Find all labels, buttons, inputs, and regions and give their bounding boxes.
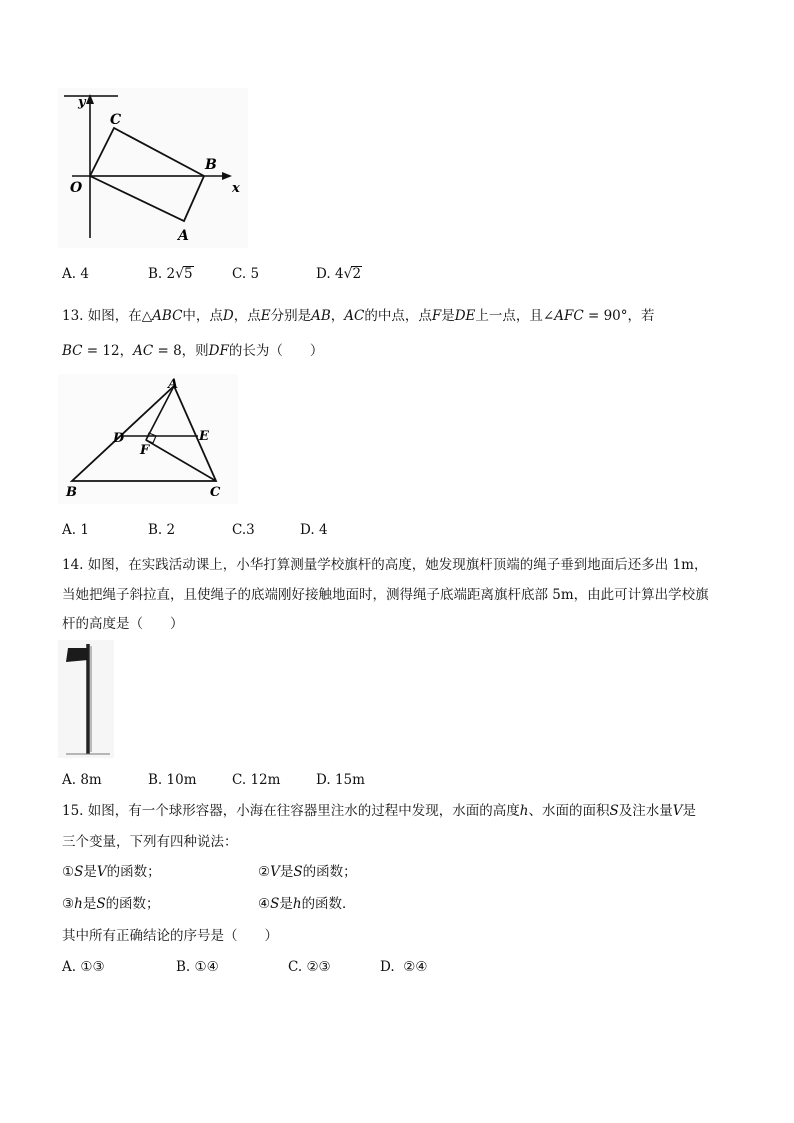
q15-statement-1: ①S是V的函数； xyxy=(62,864,161,880)
label-x: x xyxy=(232,181,240,196)
q12-coordinate-figure xyxy=(58,88,248,248)
q15-question: 其中所有正确结论的序号是（ ） xyxy=(62,928,278,944)
q14-option-c[interactable]: C. 12m xyxy=(232,772,281,788)
q14-option-d[interactable]: D. 15m xyxy=(316,772,365,788)
label-y: y xyxy=(78,95,86,110)
q12-option-a[interactable]: A. 4 xyxy=(62,266,89,282)
q15-option-b[interactable]: B. ①④ xyxy=(176,959,219,975)
q14-line-1: 14. 如图，在实践活动课上，小华打算测量学校旗杆的高度，她发现旗杆顶端的绳子垂到地面后还多出 1m， xyxy=(62,557,708,573)
label-b: B xyxy=(66,485,77,500)
q13-option-a[interactable]: A. 1 xyxy=(62,522,89,538)
flag-icon xyxy=(66,648,88,662)
q15-statement-4: ④S是h的函数． xyxy=(258,896,356,912)
q13-line-1: 13. 如图，在△ABC中，点D，点E分别是AB，AC的中点，点F是DE上一点，且∠AFC = 90°，若 xyxy=(62,308,655,324)
q14-flagpole-figure xyxy=(58,640,114,758)
q15-line-2: 三个变量，下列有四种说法： xyxy=(62,834,238,850)
q15-statement-2: ②V是S的函数； xyxy=(258,864,357,880)
q12-option-c[interactable]: C. 5 xyxy=(232,266,260,282)
q13-triangle-figure xyxy=(58,374,238,504)
q15-line-1: 15. 如图，有一个球形容器，小海在往容器里注水的过程中发现，水面的高度h、水面的面积S及注水量V是 xyxy=(62,803,696,819)
q12-d-radicand: 2 xyxy=(352,266,362,282)
q14-line-2: 当她把绳子斜拉直，且使绳子的底端刚好接触地面时，测得绳子底端距离旗杆底部 5m，由此可计算出学校旗 xyxy=(62,587,709,603)
label-c: C xyxy=(110,112,122,128)
q12-b-radicand: 5 xyxy=(184,266,193,282)
label-f: F xyxy=(140,443,150,458)
q13-option-d[interactable]: D. 4 xyxy=(300,522,328,538)
label-e: E xyxy=(199,429,209,444)
q14-line-3: 杆的高度是（ ） xyxy=(62,616,184,632)
q12-option-b[interactable]: B. 2√5 xyxy=(148,266,193,282)
label-a: A xyxy=(168,377,179,392)
q12-option-d[interactable]: D. 4√2 xyxy=(316,266,362,282)
label-c: C xyxy=(210,485,221,500)
q15-option-c[interactable]: C. ②③ xyxy=(288,959,331,975)
q14-option-a[interactable]: A. 8m xyxy=(62,772,102,788)
q14-option-b[interactable]: B. 10m xyxy=(148,772,197,788)
label-d: D xyxy=(113,431,125,446)
q15-statement-3: ③h是S的函数； xyxy=(62,896,160,912)
label-b: B xyxy=(205,157,217,173)
label-a: A xyxy=(178,228,189,244)
q13-option-c[interactable]: C.3 xyxy=(232,522,255,538)
q15-option-a[interactable]: A. ①③ xyxy=(62,959,105,975)
q13-line-2: BC = 12，AC = 8，则DF的长为（ ） xyxy=(62,343,324,359)
q15-option-d[interactable]: D. ②④ xyxy=(380,959,428,975)
label-o: O xyxy=(70,180,83,196)
q13-option-b[interactable]: B. 2 xyxy=(148,522,176,538)
